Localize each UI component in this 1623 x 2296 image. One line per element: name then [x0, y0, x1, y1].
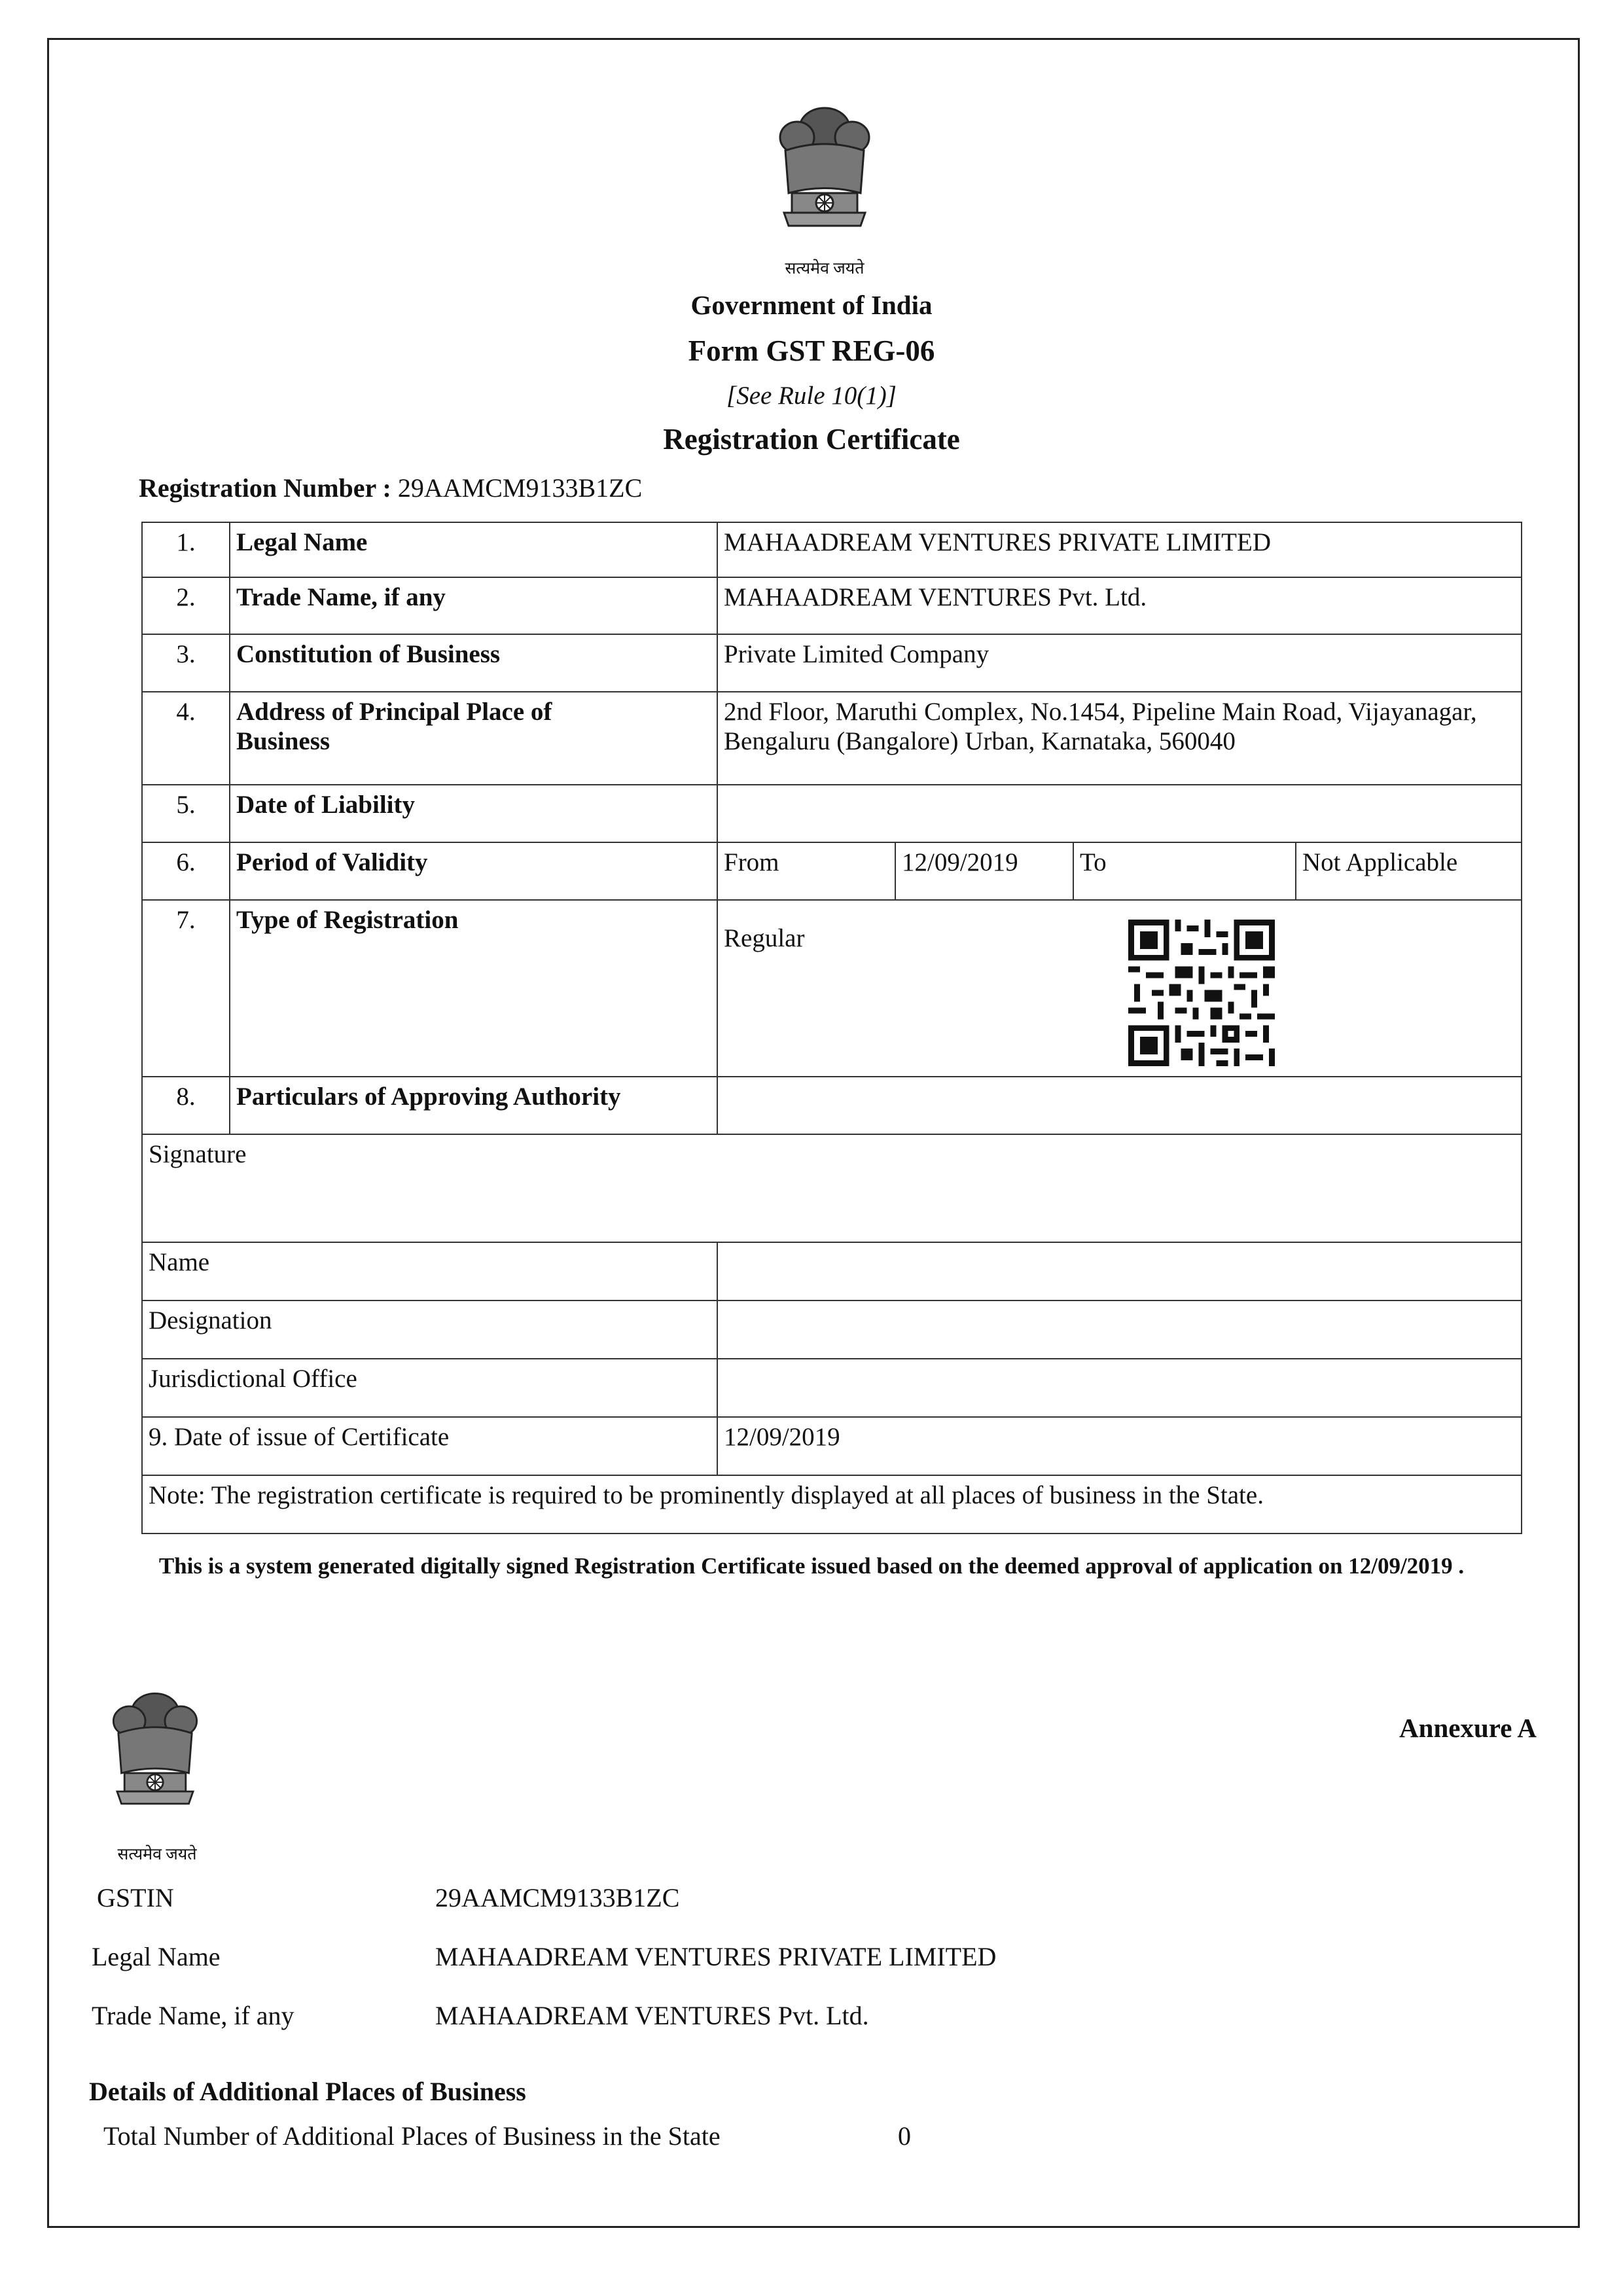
table-row [142, 577, 1522, 634]
row-number: 6. [142, 842, 230, 900]
table-row [142, 634, 1522, 692]
row-label: Period of Validity [230, 842, 717, 900]
row-label: Legal Name [230, 522, 717, 577]
signature-cell: Signature [142, 1134, 1522, 1242]
certificate-title: Registration Certificate [663, 423, 960, 456]
row-number: 7. [142, 900, 230, 1077]
row-value: Private Limited Company [717, 634, 1522, 692]
national-emblem-icon [772, 101, 877, 255]
table-row [142, 1475, 1522, 1534]
government-heading: Government of India [690, 290, 933, 320]
legal-name-label: Legal Name [92, 1942, 221, 1971]
additional-places-heading: Details of Additional Places of Business [89, 2077, 526, 2106]
row-value [717, 1077, 1522, 1134]
system-generated-note: This is a system generated digitally signed Registration Certificate issued based on the deemed approval of application on 12/09/2019 . [158, 1553, 1465, 1579]
table-row [142, 1134, 1522, 1242]
row-label: Address of Principal Place of Business [230, 692, 717, 785]
table-row [142, 1077, 1522, 1134]
row-label: Trade Name, if any [230, 577, 717, 634]
gstin-label: GSTIN [97, 1883, 174, 1912]
row-label: Date of Liability [230, 785, 717, 842]
emblem-motto: सत्यमेव जयते [117, 1846, 197, 1863]
row-number: 5. [142, 785, 230, 842]
certificate-table [141, 522, 1522, 1534]
row-label: Constitution of Business [230, 634, 717, 692]
trade-name-value: MAHAADREAM VENTURES Pvt. Ltd. [435, 2001, 869, 2030]
issue-date-label: 9. Date of issue of Certificate [142, 1417, 717, 1475]
table-row [142, 522, 1522, 577]
registration-type-value: Regular [724, 924, 805, 952]
table-row [142, 692, 1522, 785]
jurisdictional-office-label: Jurisdictional Office [142, 1359, 717, 1417]
registration-number-value: 29AAMCM9133B1ZC [397, 473, 643, 503]
form-title: Form GST REG-06 [688, 334, 935, 367]
validity-to-label: To [1073, 842, 1296, 900]
authority-name-value [717, 1242, 1522, 1300]
designation-value [717, 1300, 1522, 1359]
table-row [142, 785, 1522, 842]
row-value: 2nd Floor, Maruthi Complex, No.1454, Pipeline Main Road, Vijayanagar, Bengaluru (Bangalore) Urban, Karnataka, 560040 [717, 692, 1522, 785]
table-row [142, 1300, 1522, 1359]
additional-places-count-label: Total Number of Additional Places of Business in the State [103, 2121, 721, 2151]
table-row [142, 1417, 1522, 1475]
table-row [142, 1242, 1522, 1300]
validity-from-date: 12/09/2019 [895, 842, 1073, 900]
registration-type-cell [717, 900, 1522, 1077]
national-emblem-icon [103, 1687, 207, 1831]
designation-label: Designation [142, 1300, 717, 1359]
row-label: Particulars of Approving Authority [230, 1077, 717, 1134]
registration-number [139, 473, 642, 503]
emblem-motto: सत्यमेव जयते [785, 260, 865, 278]
table-row [142, 842, 1522, 900]
row-number: 8. [142, 1077, 230, 1134]
issue-date-value: 12/09/2019 [717, 1417, 1522, 1475]
validity-from-label: From [717, 842, 895, 900]
row-value: MAHAADREAM VENTURES Pvt. Ltd. [717, 577, 1522, 634]
row-number: 2. [142, 577, 230, 634]
qr-code-icon [1128, 920, 1275, 1066]
registration-number-label: Registration Number : [139, 473, 391, 503]
row-label: Type of Registration [230, 900, 717, 1077]
gstin-value: 29AAMCM9133B1ZC [435, 1883, 680, 1912]
rule-reference: [See Rule 10(1)] [726, 382, 897, 410]
display-note: Note: The registration certificate is required to be prominently displayed at all places of business in the State. [142, 1475, 1522, 1534]
trade-name-label: Trade Name, if any [92, 2001, 294, 2030]
legal-name-value: MAHAADREAM VENTURES PRIVATE LIMITED [435, 1942, 997, 1971]
jurisdictional-office-value [717, 1359, 1522, 1417]
annexure-title: Annexure A [1399, 1713, 1537, 1743]
validity-to-value: Not Applicable [1296, 842, 1522, 900]
row-value [717, 785, 1522, 842]
row-number: 1. [142, 522, 230, 577]
table-row [142, 1359, 1522, 1417]
authority-name-label: Name [142, 1242, 717, 1300]
row-number: 4. [142, 692, 230, 785]
additional-places-count-value: 0 [898, 2121, 911, 2151]
row-number: 3. [142, 634, 230, 692]
table-row [142, 900, 1522, 1077]
row-value: MAHAADREAM VENTURES PRIVATE LIMITED [717, 522, 1522, 577]
